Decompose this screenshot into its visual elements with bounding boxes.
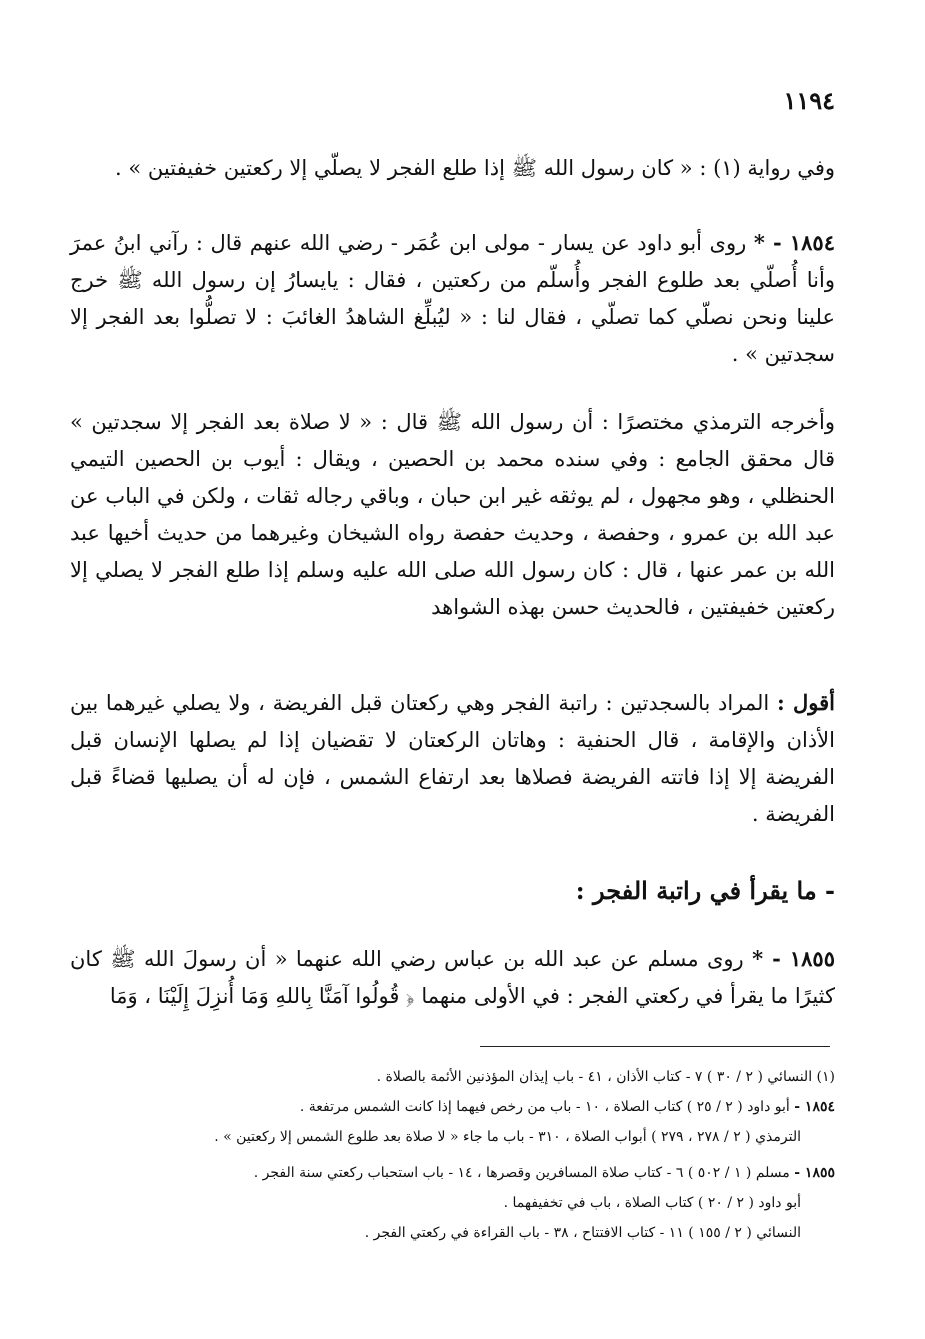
footnote-1854 (150, 1094, 835, 1121)
footnote-number: (١) (816, 1069, 835, 1085)
footnote-divider (480, 1046, 830, 1047)
footnote-text: أبو داود ( ٢ / ٢٥ ) كتاب الصلاة ، ١٠ - باب من رخص فيهما إذا كانت الشمس مرتفعة . (299, 1099, 790, 1115)
paragraph-riwaya: وفي رواية (١) : « كان رسول الله ﷺ إذا طلع الفجر لا يصلّي إلا ركعتين خفيفتين » . (115, 156, 835, 180)
footnote-text: أبو داود ( ٢ / ٢٠ ) كتاب الصلاة ، باب في تخفيفهما . (503, 1195, 801, 1211)
footnote-1 (150, 1064, 835, 1091)
section-heading: - ما يقرأ في راتبة الفجر : (575, 876, 835, 905)
aqul-label: أقول : (776, 690, 836, 715)
footnote-number: ١٨٥٥ - (794, 1165, 835, 1181)
footnote-1855 (150, 1160, 835, 1187)
footnote-1855-nasai (150, 1220, 835, 1247)
footnote-text: مسلم ( ١ / ٥٠٢ ) ٦ - كتاب صلاة المسافرين وقصرها ، ١٤ - باب استحباب ركعتي سنة الفجر . (253, 1165, 790, 1181)
footnote-text: الترمذي ( ٢ / ٢٧٨ ، ٢٧٩ ) أبواب الصلاة ، ٣١٠ - باب ما جاء « لا صلاة بعد طلوع الشمس إلا ركعتين » . (214, 1129, 801, 1145)
footnote-text: النسائي ( ٢ / ٣٠ ) ٧ - كتاب الأذان ، ٤١ - باب إيذان المؤذنين الأئمة بالصلاة . (376, 1069, 813, 1085)
footnote-text: النسائي ( ٢ / ١٥٥ ) ١١ - كتاب الافتتاح ، ٣٨ - باب القراءة في ركعتي الفجر . (364, 1225, 801, 1241)
footnote-1855-abudawud (150, 1190, 835, 1217)
paragraph-1855-text: روى مسلم عن عبد الله بن عباس رضي الله عنهما « أن رسولَ الله ﷺ كان كثيرًا ما يقرأ في ركعتي الفجر : في الأولى منهما ﴿ قُولُوا آمَنَّا بِاللهِ وَمَا أُنزِلَ إِلَيْنَا ، وَمَا (70, 947, 835, 1008)
footnote-1854-tirmidhi (150, 1124, 835, 1151)
paragraph-1855 (70, 940, 835, 1015)
page-number: ١١٩٤ (783, 86, 835, 115)
paragraph-1854-text: روى أبو داود عن يسار - مولى ابن عُمَر - رضي الله عنهم قال : رآني ابنُ عمرَ وأنا أُصلّي بعد طلوع الفجر وأُسلّم من ركعتين ، فقال : يايسارُ إن رسول الله ﷺ خرج علينا ونحن نصلّي كما تصلّي ، فقال لنا : « ليُبلِّغ الشاهدُ الغائبَ : لا تصلُّوا بعد الفجر إلا سجدتين » . (70, 231, 835, 366)
hadith-number-1855: ١٨٥٥ - * (752, 946, 835, 971)
paragraph-tirmidhi: وأخرجه الترمذي مختصرًا : أن رسول الله ﷺ قال : « لا صلاة بعد الفجر إلا سجدتين » قال محقق الجامع : وفي سنده محمد بن الحصين ، ويقال : أيوب بن الحصين التيمي الحنظلي ، وهو مجهول ، لم يوثقه غير ابن حبان ، وباقي رجاله ثقات ، ولكن في الباب عن عبد الله بن عمرو ، وحفصة ، وحديث حفصة رواه الشيخان وغيرهما من حديث أخيها عبد الله بن عمر عنها ، قال : كان رسول الله صلى الله عليه وسلم إذا طلع الفجر لا يصلي إلا ركعتين خفيفتين ، فالحديث حسن بهذه الشواهد (70, 410, 835, 619)
paragraph-aqul (70, 684, 835, 833)
footnote-number: ١٨٥٤ - (794, 1099, 835, 1115)
paragraph-aqul-text: المراد بالسجدتين : راتبة الفجر وهي ركعتان قبل الفريضة ، ولا يصلي غيرهما بين الأذان والإقامة ، قال الحنفية : وهاتان الركعتان لا تقضيان إذا لم يصلها الإنسان قبل الفريضة إلا إذا فاتته الفريضة فصلاها بعد ارتفاع الشمس ، فإن له أن يصليها قضاءً قبل الفريضة . (70, 691, 835, 826)
hadith-number-1854: ١٨٥٤ - * (753, 230, 835, 255)
paragraph-1854 (70, 224, 835, 373)
